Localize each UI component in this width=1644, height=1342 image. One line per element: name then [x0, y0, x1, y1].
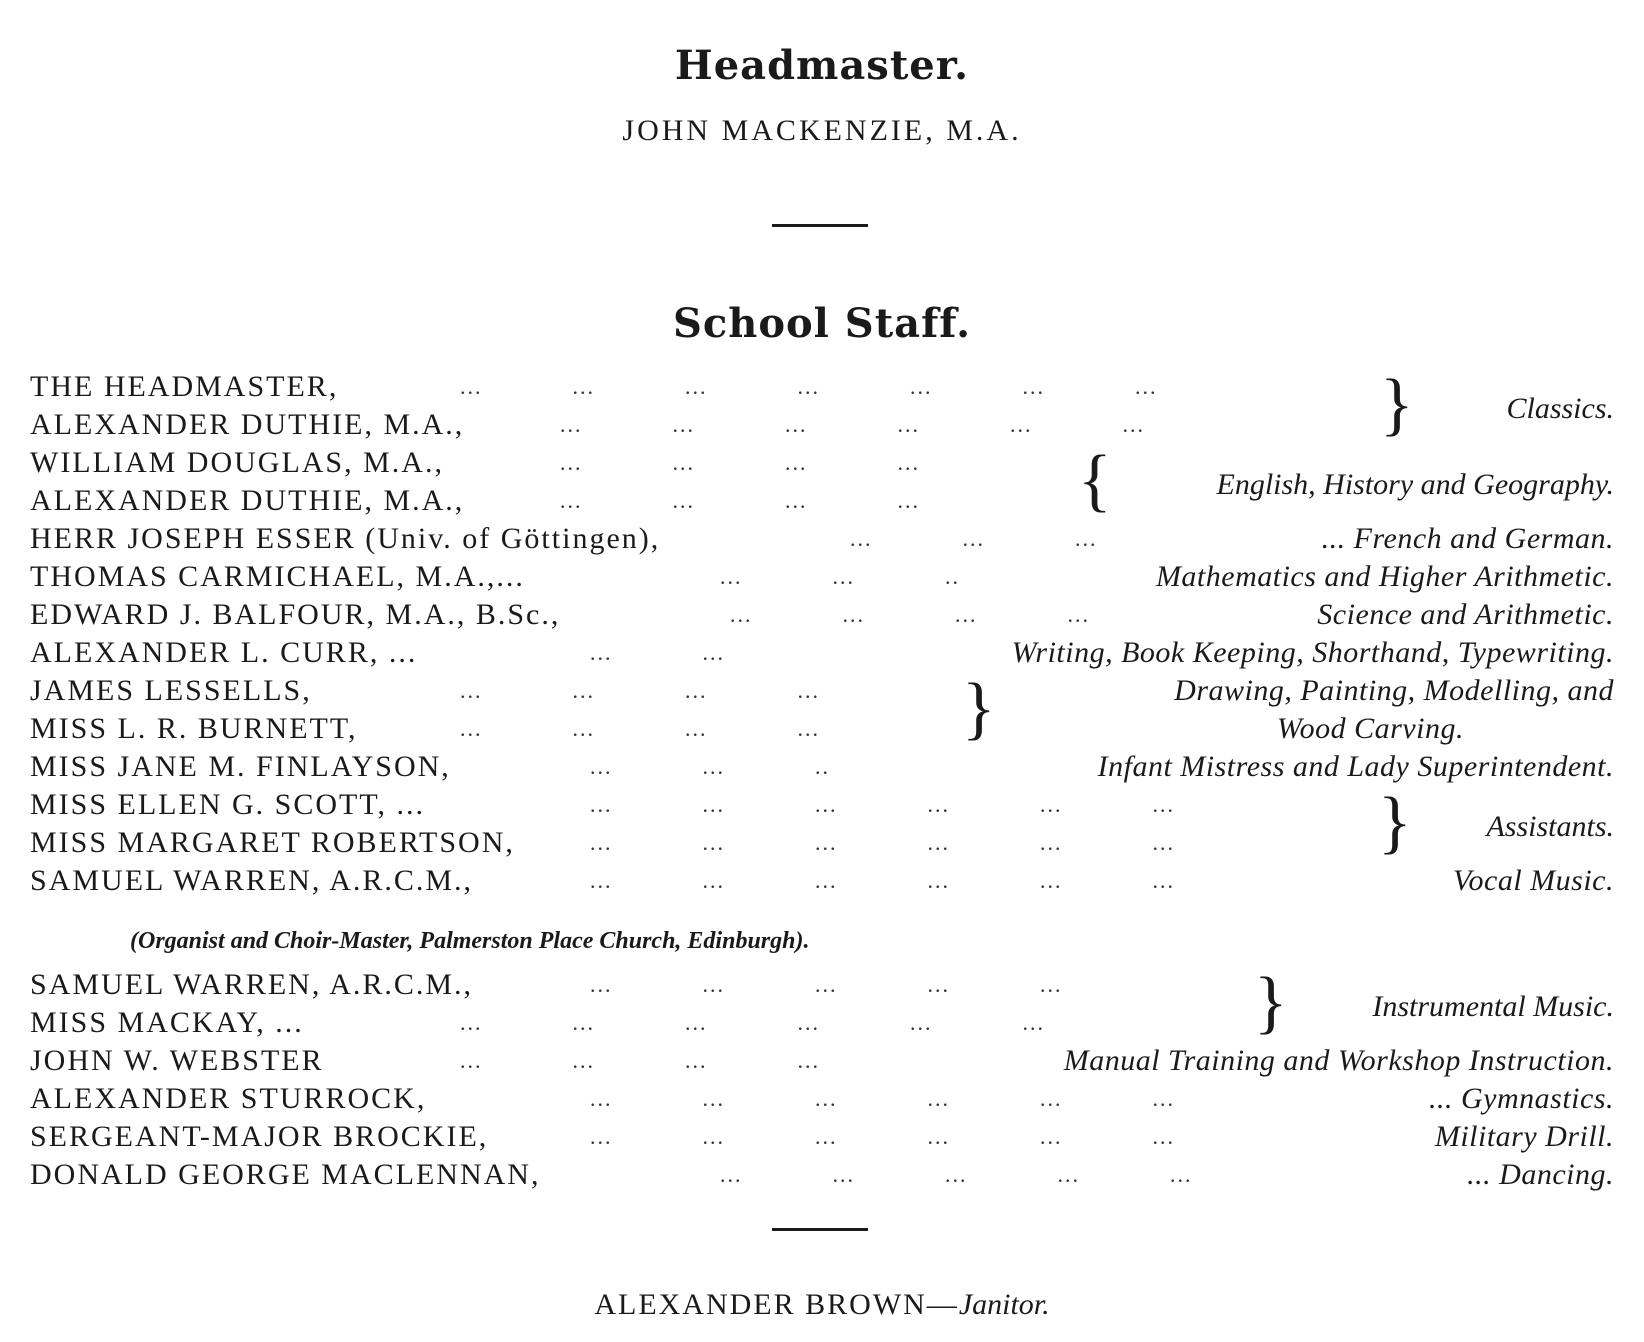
subject-english: English, History and Geography.	[1216, 468, 1614, 501]
brace-instrumental: }	[1254, 964, 1288, 1041]
headmaster-heading: Headmaster.	[674, 42, 970, 89]
leader-dots: ... ... ... ...	[560, 488, 920, 513]
staff-name: MISS ELLEN G. SCOTT, ...	[30, 788, 425, 821]
staff-subject: ... French and German.	[1321, 522, 1614, 555]
staff-name: SAMUEL WARREN, A.R.C.M.,	[30, 864, 474, 897]
subject-assistants: Assistants.	[1486, 810, 1614, 843]
staff-row	[30, 862, 1614, 900]
staff-row	[30, 824, 1614, 862]
staff-name: SAMUEL WARREN, A.R.C.M.,	[30, 968, 474, 1001]
brace-english: {	[1078, 442, 1112, 519]
staff-row	[30, 1080, 1614, 1118]
staff-name: SERGEANT-MAJOR BROCKIE,	[30, 1120, 489, 1153]
brace-drawing: }	[962, 670, 996, 747]
staff-row	[30, 596, 1614, 634]
leader-dots: ... ... ... ... ... ...	[560, 412, 1145, 437]
staff-subject: Mathematics and Higher Arithmetic.	[1155, 560, 1614, 593]
staff-row	[30, 748, 1614, 786]
janitor-line	[0, 1288, 1644, 1322]
brace-assistants: }	[1378, 784, 1412, 861]
staff-name: JAMES LESSELLS,	[30, 674, 312, 707]
leader-dots: ... ... ... ... ... ...	[590, 1086, 1175, 1111]
janitor-name: ALEXANDER BROWN—	[594, 1288, 959, 1321]
divider-top	[772, 224, 868, 227]
staff-name: THOMAS CARMICHAEL, M.A.,...	[30, 560, 525, 593]
janitor-role: Janitor.	[958, 1288, 1050, 1321]
school-staff-heading: School Staff.	[673, 300, 971, 347]
staff-row	[30, 520, 1614, 558]
staff-row	[30, 558, 1614, 596]
leader-dots: ... ... ... ...	[460, 1048, 820, 1073]
leader-dots: ... ... ...	[850, 526, 1098, 551]
leader-dots: ... ... ... ... ...	[590, 972, 1063, 997]
staff-row	[30, 406, 1614, 444]
leader-dots: ... ... ..	[590, 754, 830, 779]
staff-name: ALEXANDER L. CURR, ...	[30, 636, 418, 669]
staff-subject: ... Dancing.	[1467, 1158, 1614, 1191]
staff-name: MISS MACKAY, ...	[30, 1006, 304, 1039]
staff-row	[30, 786, 1614, 824]
staff-name: HERR JOSEPH ESSER (Univ. of Göttingen),	[30, 522, 661, 555]
leader-dots: ... ... ... ...	[460, 678, 820, 703]
headmaster-name: JOHN MACKENZIE, M.A.	[622, 114, 1022, 147]
leader-dots: ... ... ... ... ...	[720, 1162, 1193, 1187]
staff-subject: ... Gymnastics.	[1429, 1082, 1614, 1115]
staff-row	[30, 634, 1614, 672]
subject-instrumental: Instrumental Music.	[1372, 990, 1614, 1023]
staff-name: WILLIAM DOUGLAS, M.A.,	[30, 446, 444, 479]
divider-bottom	[772, 1228, 868, 1231]
staff-subject: Infant Mistress and Lady Superintendent.	[1097, 750, 1614, 783]
leader-dots: ... ... ... ...	[460, 716, 820, 741]
staff-row	[30, 1118, 1614, 1156]
staff-name: MISS MARGARET ROBERTSON,	[30, 826, 515, 859]
subject-classics: Classics.	[1506, 392, 1614, 425]
staff-subject: Wood Carving.	[1276, 712, 1464, 745]
staff-subject: Science and Arithmetic.	[1317, 598, 1614, 631]
warren-note: (Organist and Choir-Master, Palmerston Place Church, Edinburgh).	[130, 928, 810, 954]
staff-subject: Military Drill.	[1434, 1120, 1614, 1153]
leader-dots: ... ... ... ... ... ... ...	[460, 374, 1158, 399]
staff-subject: Writing, Book Keeping, Shorthand, Typewriting.	[1011, 636, 1614, 669]
staff-name: THE HEADMASTER,	[30, 370, 339, 403]
staff-row	[30, 1042, 1614, 1080]
staff-name: ALEXANDER STURROCK,	[30, 1082, 427, 1115]
staff-row	[30, 672, 1614, 710]
leader-dots: ... ... ... ... ... ...	[590, 868, 1175, 893]
staff-subject: Drawing, Painting, Modelling, and	[1174, 674, 1614, 707]
leader-dots: ... ... ... ... ... ...	[590, 830, 1175, 855]
staff-name: ALEXANDER DUTHIE, M.A.,	[30, 484, 465, 517]
staff-row	[30, 1156, 1614, 1194]
leader-dots: ... ... ..	[720, 564, 960, 589]
leader-dots: ... ... ... ... ... ...	[590, 792, 1175, 817]
staff-name: MISS JANE M. FINLAYSON,	[30, 750, 451, 783]
staff-row	[30, 368, 1614, 406]
staff-row	[30, 710, 1614, 748]
brace-classics: }	[1380, 366, 1414, 443]
leader-dots: ... ... ... ... ... ...	[590, 1124, 1175, 1149]
staff-name: DONALD GEORGE MACLENNAN,	[30, 1158, 541, 1191]
leader-dots: ... ...	[590, 640, 725, 665]
staff-name: ALEXANDER DUTHIE, M.A.,	[30, 408, 465, 441]
leader-dots: ... ... ... ...	[730, 602, 1090, 627]
staff-name: EDWARD J. BALFOUR, M.A., B.Sc.,	[30, 598, 561, 631]
leader-dots: ... ... ... ...	[560, 450, 920, 475]
staff-subject: Manual Training and Workshop Instruction.	[1063, 1044, 1614, 1077]
staff-name: JOHN W. WEBSTER	[30, 1044, 324, 1077]
staff-name: MISS L. R. BURNETT,	[30, 712, 358, 745]
leader-dots: ... ... ... ... ... ...	[460, 1010, 1045, 1035]
staff-subject: Vocal Music.	[1453, 864, 1614, 897]
